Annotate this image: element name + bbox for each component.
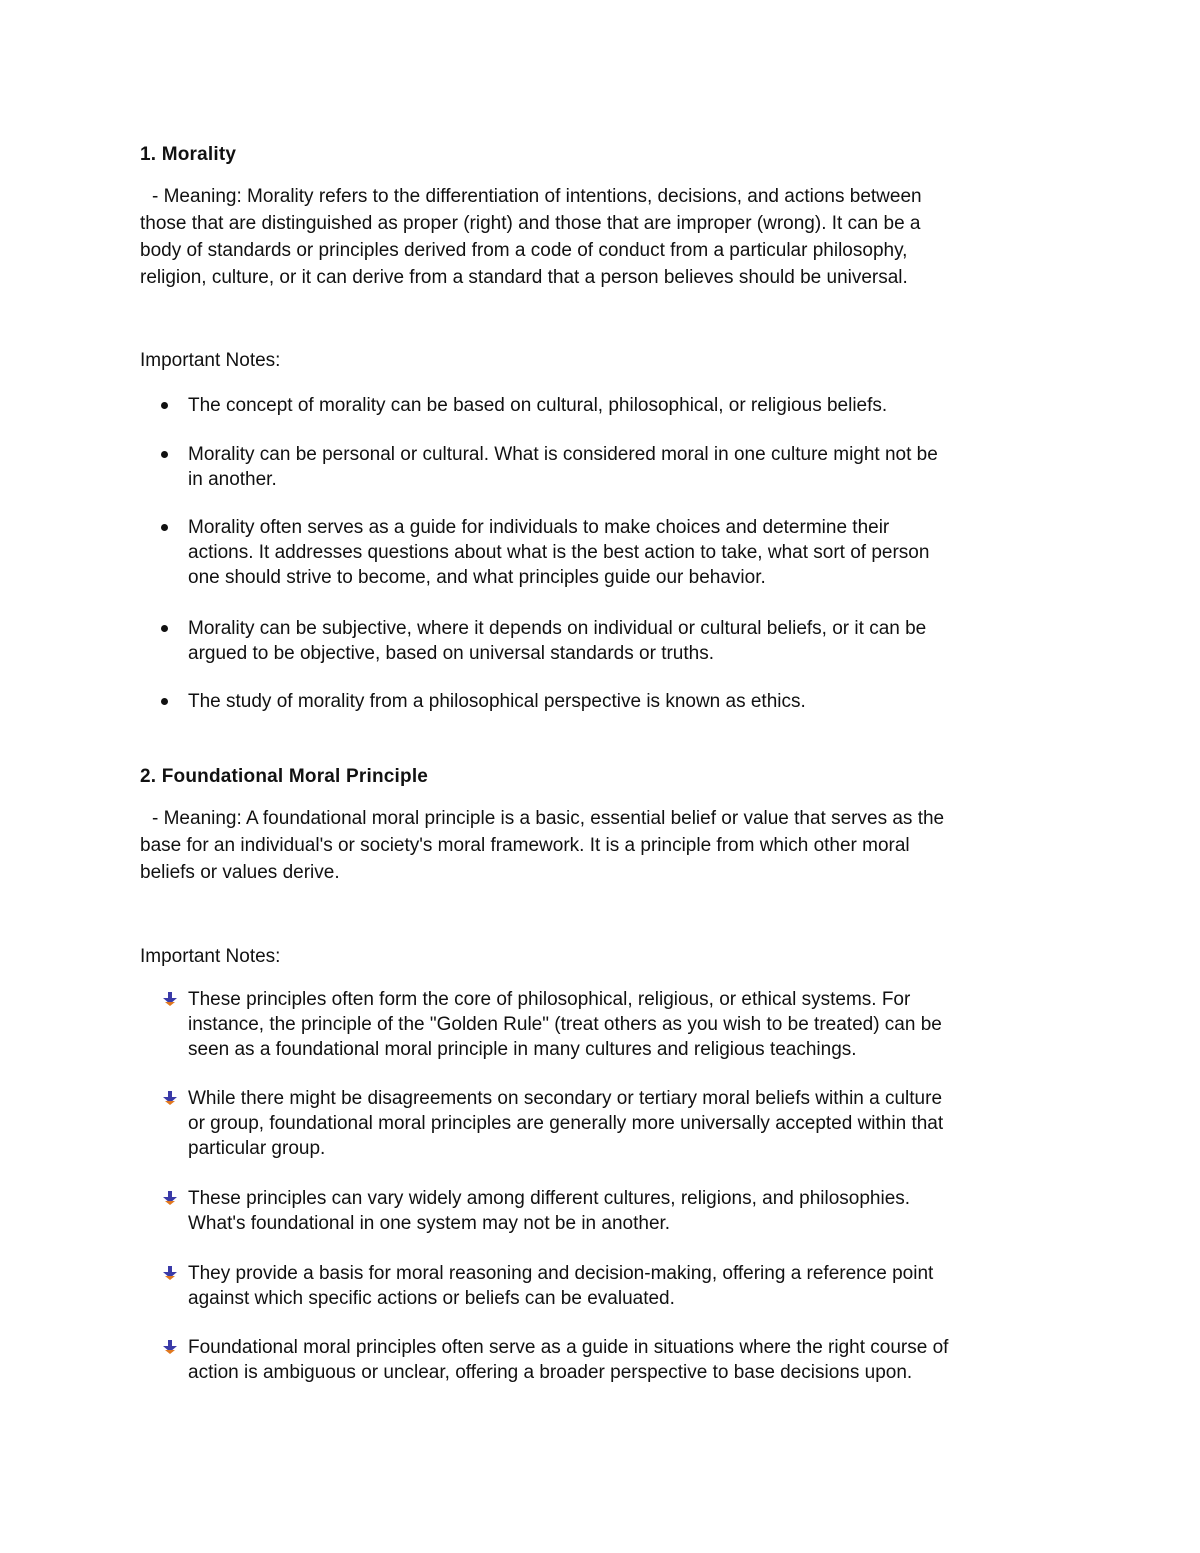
note-line: Morality often serves as a guide for individuals to make choices and determine their — [188, 517, 890, 538]
note-line: or group, foundational moral principles are generally more universally accepted within that — [188, 1113, 944, 1134]
meaning-line: body of standards or principles derived from a code of conduct from a particular philosophy, — [140, 240, 908, 261]
meaning-line: religion, culture, or it can derive from a standard that a person believes should be universal. — [140, 267, 908, 288]
note-line: These principles often form the core of philosophical, religious, or ethical systems. For — [188, 989, 911, 1010]
note-line: The concept of morality can be based on cultural, philosophical, or religious beliefs. — [188, 395, 888, 416]
note-line: Morality can be personal or cultural. What is considered moral in one culture might not be — [188, 444, 938, 465]
note-line: seen as a foundational moral principle in many cultures and religious teachings. — [188, 1039, 857, 1060]
note-line: against which specific actions or beliefs can be evaluated. — [188, 1288, 675, 1309]
meaning-line: - Meaning: A foundational moral principle is a basic, essential belief or value that serves as the — [152, 808, 945, 829]
disc-bullet-icon — [150, 689, 170, 713]
note-line: particular group. — [188, 1138, 326, 1159]
section-2-notes-label: Important Notes: — [140, 946, 281, 967]
section-1-heading: 1. Morality — [140, 144, 237, 165]
disc-bullet-icon — [150, 393, 170, 417]
disc-bullet-icon — [150, 616, 170, 640]
note-line: action is ambiguous or unclear, offering a broader perspective to base decisions upon. — [188, 1362, 913, 1383]
note-line: instance, the principle of the "Golden Rule" (treat others as you wish to be treated) can be — [188, 1014, 942, 1035]
disc-bullet-icon — [150, 442, 170, 466]
arrow-down-bullet-icon — [150, 987, 170, 1011]
meaning-line: - Meaning: Morality refers to the differentiation of intentions, decisions, and actions between — [152, 186, 922, 207]
meaning-line: base for an individual's or society's moral framework. It is a principle from which other moral — [140, 835, 910, 856]
arrow-down-bullet-icon — [150, 1261, 170, 1285]
note-line: argued to be objective, based on universal standards or truths. — [188, 643, 714, 664]
note-line: What's foundational in one system may not be in another. — [188, 1213, 671, 1234]
arrow-down-bullet-icon — [150, 1335, 170, 1359]
section-1-notes-label: Important Notes: — [140, 350, 281, 371]
note-line: actions. It addresses questions about what is the best action to take, what sort of person — [188, 542, 930, 563]
section-2-meaning — [140, 805, 1070, 886]
note-line: one should strive to become, and what principles guide our behavior. — [188, 567, 766, 588]
arrow-down-bullet-icon — [150, 1186, 170, 1210]
note-line: While there might be disagreements on secondary or tertiary moral beliefs within a culture — [188, 1088, 943, 1109]
disc-bullet-icon — [150, 515, 170, 539]
section-1-meaning — [140, 183, 1070, 291]
note-line: These principles can vary widely among different cultures, religions, and philosophies. — [188, 1188, 911, 1209]
section-2-heading: 2. Foundational Moral Principle — [140, 766, 429, 787]
meaning-line: beliefs or values derive. — [140, 862, 340, 883]
note-line: Morality can be subjective, where it depends on individual or cultural beliefs, or it can be — [188, 618, 927, 639]
arrow-down-bullet-icon — [150, 1086, 170, 1110]
meaning-line: those that are distinguished as proper (right) and those that are improper (wrong). It can be a — [140, 213, 921, 234]
note-line: Foundational moral principles often serve as a guide in situations where the right course of — [188, 1337, 949, 1358]
note-line: They provide a basis for moral reasoning and decision-making, offering a reference point — [188, 1263, 934, 1284]
note-line: The study of morality from a philosophical perspective is known as ethics. — [188, 691, 806, 712]
note-line: in another. — [188, 469, 277, 490]
